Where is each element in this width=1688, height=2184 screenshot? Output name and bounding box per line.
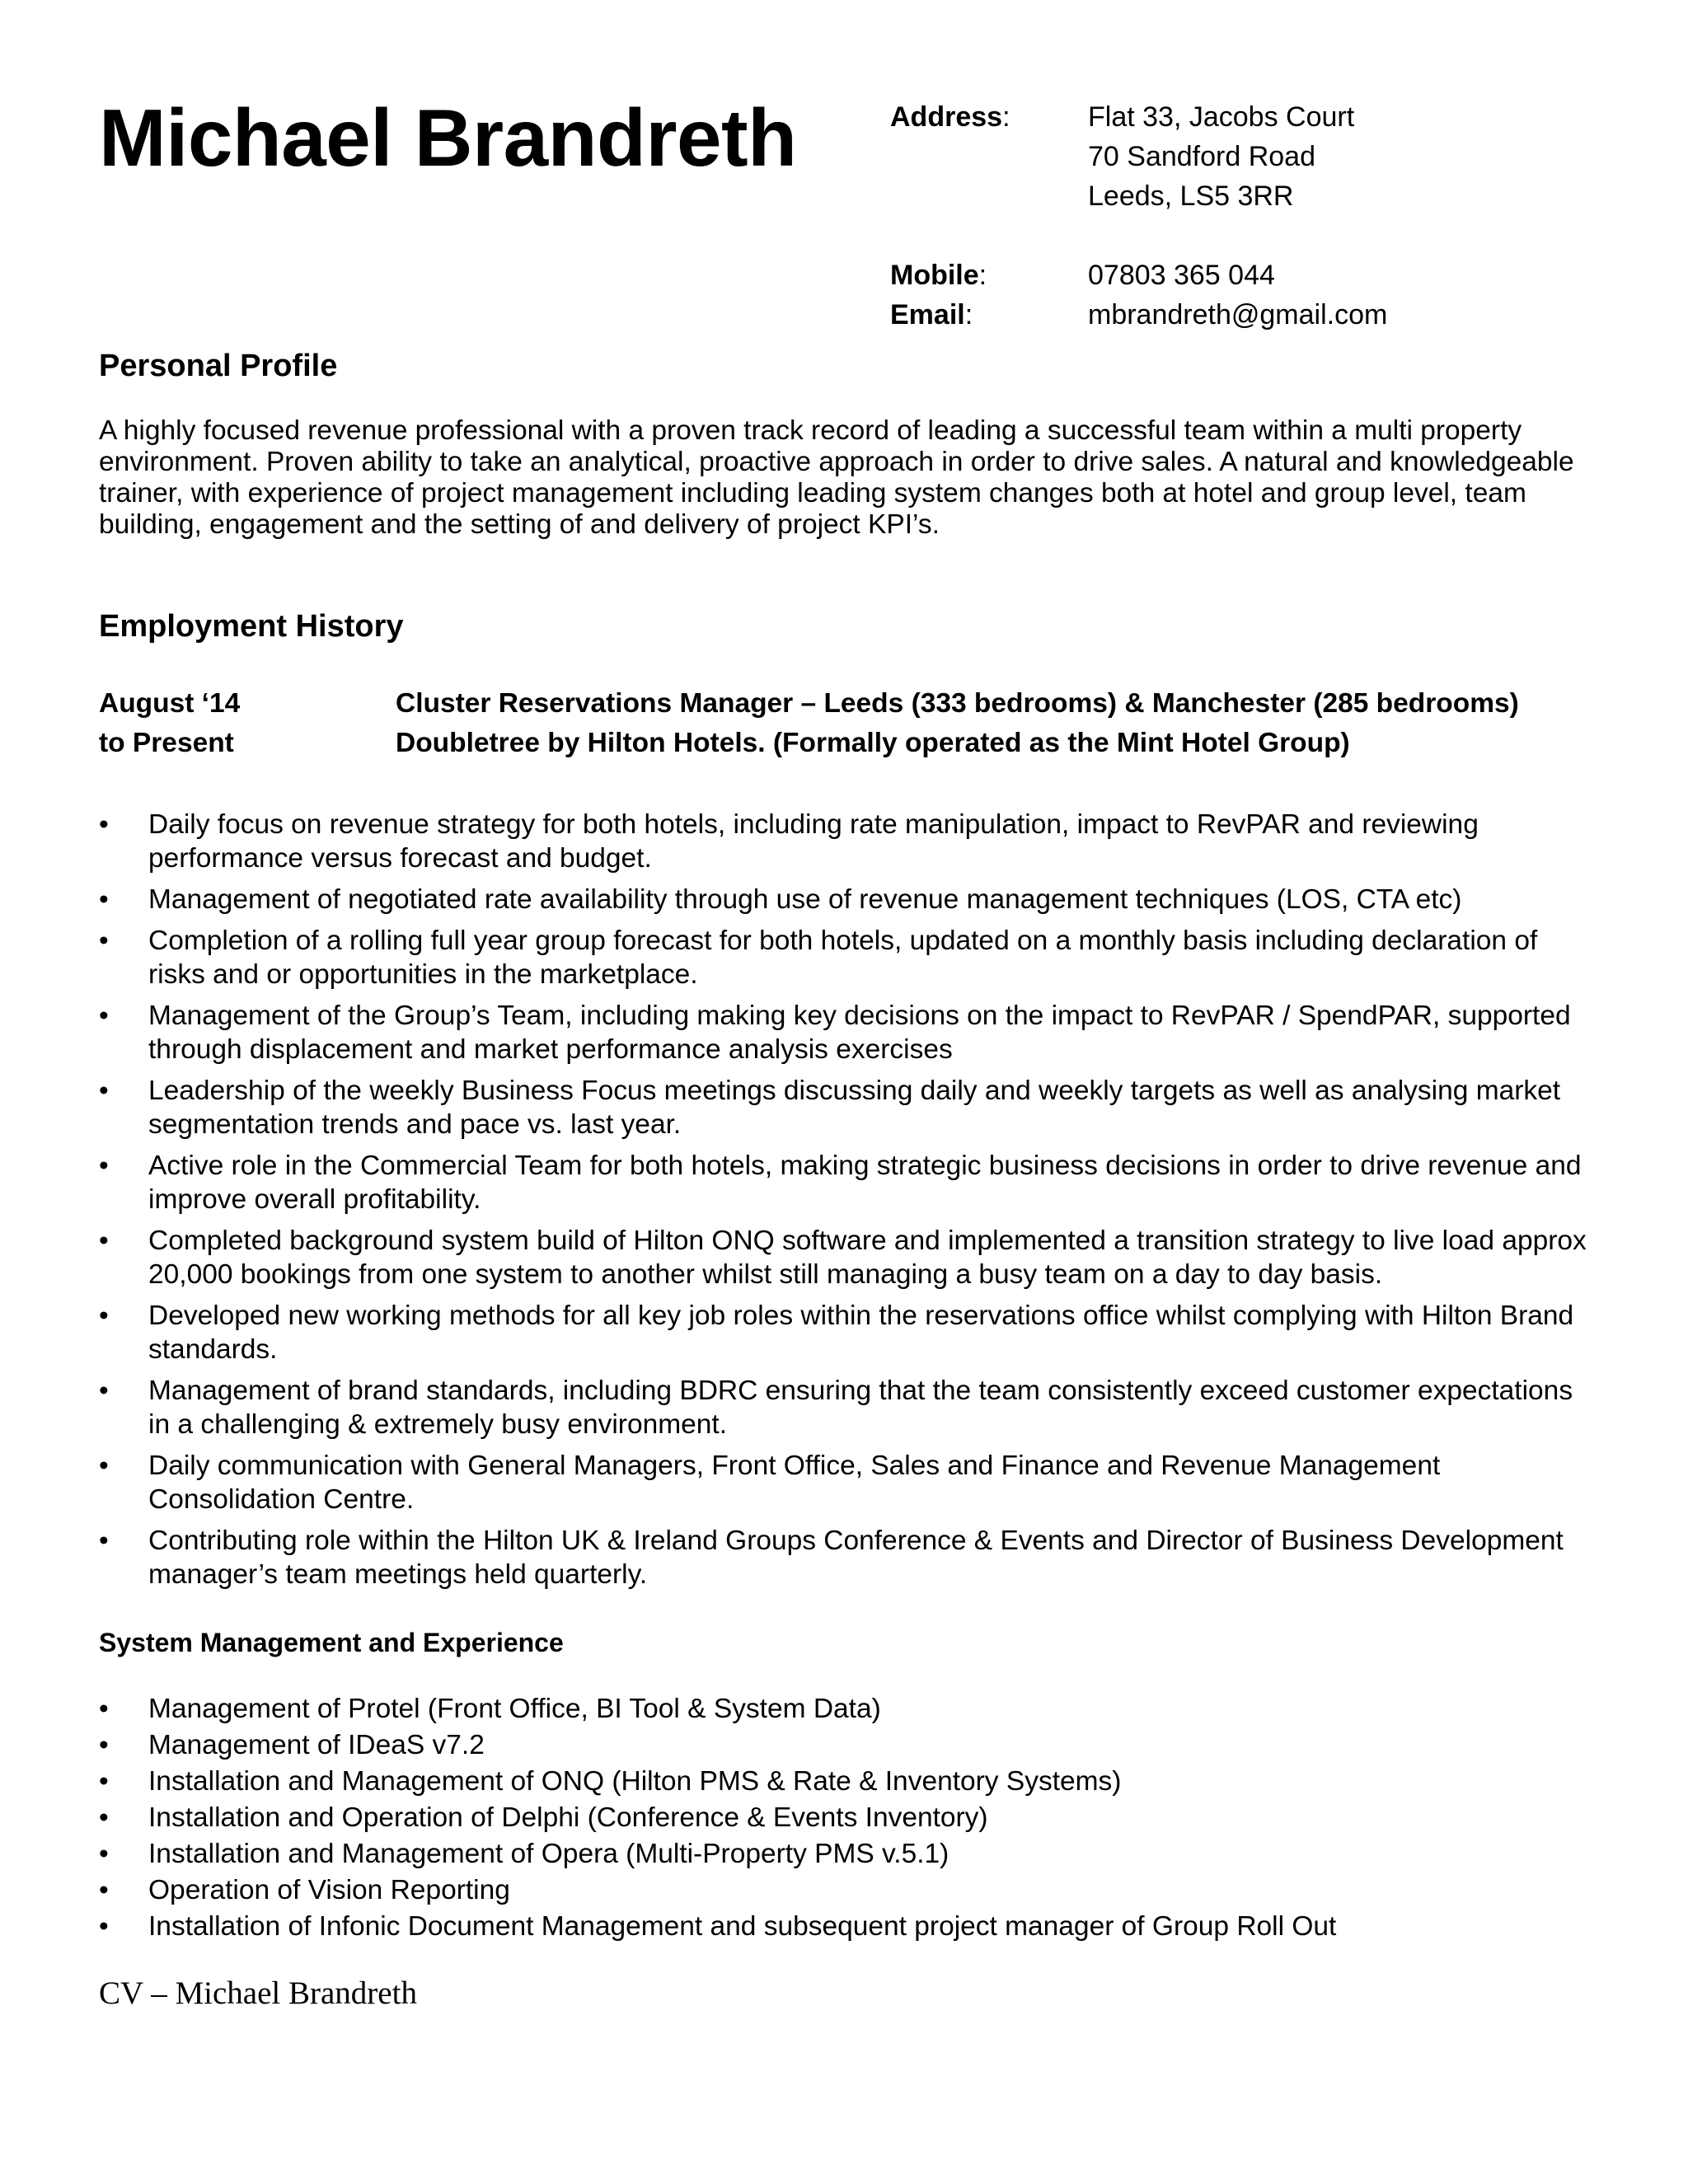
list-item-text: Completion of a rolling full year group forecast for both hotels, updated on a monthly basis including declaration of risks and or opportunities in the marketplace.: [148, 926, 1538, 990]
list-item-text: Installation of Infonic Document Management and subsequent project manager of Group Roll Out: [148, 1911, 1337, 1942]
list-item: [99, 1299, 1599, 1366]
system-experience-list: [99, 1691, 1599, 1945]
address-label: Address:: [890, 101, 1010, 133]
list-item-text: Management of the Group’s Team, including making key decisions on the impact to RevPAR / SpendPAR, supported through displacement and market performance analysis exercises: [148, 1001, 1571, 1065]
list-item-text: Completed background system build of Hilton ONQ software and implemented a transition strategy to live load approx 20,000 bookings from one system to another whilst still managing a busy team on a day to day basis.: [148, 1226, 1587, 1290]
email-address: mbrandreth@gmail.com: [1088, 299, 1388, 330]
mobile-number: 07803 365 044: [1088, 260, 1275, 291]
list-item: [99, 924, 1599, 991]
list-item-text: Daily communication with General Managers, Front Office, Sales and Finance and Revenue Management Consolidation Centre.: [148, 1451, 1441, 1515]
bullet-icon: •: [99, 1911, 109, 1942]
mobile-label: Mobile:: [890, 260, 987, 291]
email-label: Email:: [890, 299, 973, 330]
list-item-text: Leadership of the weekly Business Focus meetings discussing daily and weekly targets as well as analysing market segmentation trends and pace vs. last year.: [148, 1076, 1561, 1140]
employment-history-heading: Employment History: [99, 609, 404, 644]
job-dates: August ‘14 to Present: [99, 688, 241, 758]
list-item: [99, 1374, 1599, 1441]
list-item-text: Management of Protel (Front Office, BI Tool & System Data): [148, 1694, 881, 1724]
list-item: [99, 1224, 1599, 1291]
list-item-text: Installation and Operation of Delphi (Conference & Events Inventory): [148, 1802, 988, 1833]
bullet-icon: •: [99, 1526, 109, 1556]
bullet-icon: •: [99, 884, 109, 915]
bullet-icon: •: [99, 1802, 109, 1833]
list-item: [99, 1909, 1599, 1945]
list-item: [99, 1836, 1599, 1872]
list-item-text: Management of negotiated rate availability through use of revenue management techniques (LOS, CTA etc): [148, 884, 1462, 915]
list-item: [99, 1149, 1599, 1216]
job-title: Cluster Reservations Manager – Leeds (333 bedrooms) & Manchester (285 bedrooms) Doubletree by Hilton Hotels. (Formally operated as the Mint Hotel Group): [396, 688, 1519, 758]
list-item-text: Contributing role within the Hilton UK & Ireland Groups Conference & Events and Director of Business Development manager’s team meetings held quarterly.: [148, 1526, 1564, 1590]
list-item-text: Management of IDeaS v7.2: [148, 1730, 485, 1760]
list-item: [99, 1872, 1599, 1909]
list-item-text: Management of brand standards, including BDRC ensuring that the team consistently exceed customer expectations in a challenging & extremely busy environment.: [148, 1376, 1573, 1440]
bullet-icon: •: [99, 1766, 109, 1797]
list-item-text: Operation of Vision Reporting: [148, 1875, 510, 1905]
bullet-icon: •: [99, 1694, 109, 1724]
list-item-text: Installation and Management of ONQ (Hilton PMS & Rate & Inventory Systems): [148, 1766, 1122, 1797]
list-item: [99, 1691, 1599, 1727]
list-item: [99, 808, 1599, 875]
address-line: Leeds, LS5 3RR: [1088, 180, 1294, 212]
list-item-text: Installation and Management of Opera (Multi-Property PMS v.5.1): [148, 1839, 950, 1869]
bullet-icon: •: [99, 926, 109, 956]
bullet-icon: •: [99, 1076, 109, 1106]
list-item-text: Daily focus on revenue strategy for both hotels, including rate manipulation, impact to RevPAR and reviewing performance versus forecast and budget.: [148, 809, 1479, 874]
list-item: [99, 999, 1599, 1066]
list-item: [99, 1524, 1599, 1591]
list-item-text: Developed new working methods for all key job roles within the reservations office whilst complying with Hilton Brand standards.: [148, 1301, 1574, 1365]
bullet-icon: •: [99, 1151, 109, 1181]
bullet-icon: •: [99, 1875, 109, 1905]
bullet-icon: •: [99, 1376, 109, 1406]
list-item-text: Active role in the Commercial Team for both hotels, making strategic business decisions in order to drive revenue and improve overall profitability.: [148, 1151, 1582, 1215]
bullet-icon: •: [99, 1839, 109, 1869]
address-line: 70 Sandford Road: [1088, 141, 1315, 172]
list-item: [99, 1800, 1599, 1836]
personal-profile-heading: Personal Profile: [99, 349, 338, 383]
bullet-icon: •: [99, 1730, 109, 1760]
bullet-icon: •: [99, 1451, 109, 1481]
system-management-heading: System Management and Experience: [99, 1628, 564, 1657]
bullet-icon: •: [99, 1301, 109, 1331]
job-responsibilities-list: [99, 808, 1599, 1599]
bullet-icon: •: [99, 809, 109, 840]
bullet-icon: •: [99, 1226, 109, 1256]
list-item: [99, 1727, 1599, 1764]
personal-profile-text: A highly focused revenue professional with a proven track record of leading a successful team within a multi property environment. Proven ability to take an analytical, proactive approach in order to drive sales. A natural and knowledgeable trainer, with experience of project management including leading system changes both at hotel and group level, team building, engagement and the setting of and delivery of project KPI’s.: [99, 415, 1574, 540]
list-item: [99, 883, 1599, 916]
page-footer: CV – Michael Brandreth: [99, 1975, 417, 2011]
list-item: [99, 1764, 1599, 1800]
bullet-icon: •: [99, 1001, 109, 1031]
candidate-name: Michael Brandreth: [99, 92, 797, 183]
address-line: Flat 33, Jacobs Court: [1088, 101, 1355, 133]
list-item: [99, 1449, 1599, 1516]
list-item: [99, 1074, 1599, 1141]
